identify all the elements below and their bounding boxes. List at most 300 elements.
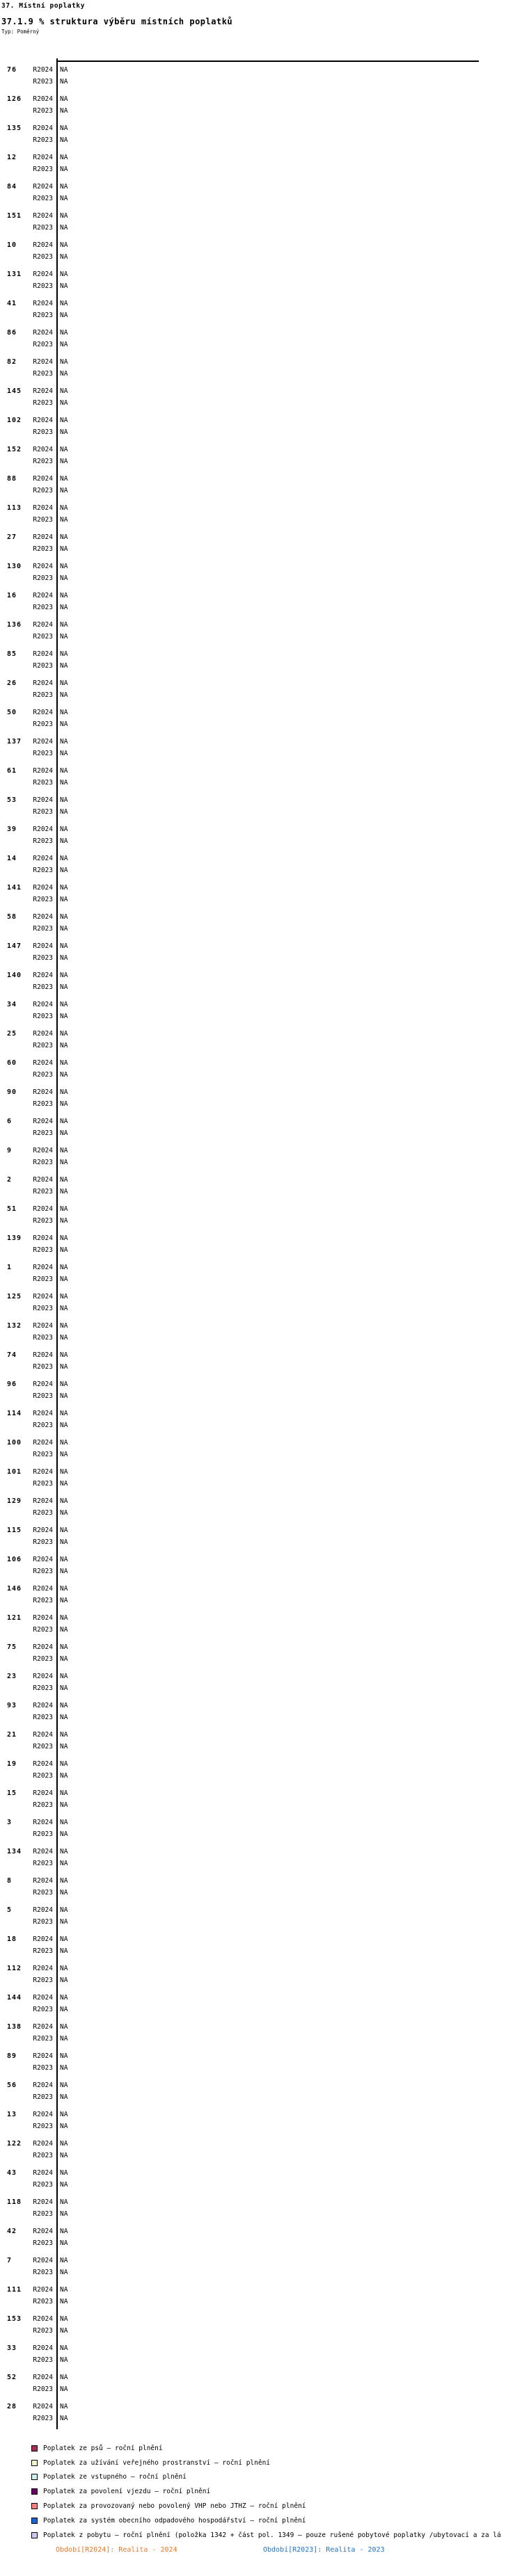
series-value: NA — [60, 1246, 68, 1254]
series-label: R2023 — [33, 1246, 53, 1254]
series-row — [0, 1744, 522, 1750]
series-value: NA — [60, 2140, 68, 2148]
series-row — [0, 1305, 522, 1312]
chart-row-group — [0, 1790, 522, 1819]
chart-row-group — [0, 154, 522, 184]
series-label: R2023 — [33, 458, 53, 465]
category-id: 23 — [7, 1673, 17, 1680]
series-value: NA — [60, 1118, 68, 1125]
chart-row-group — [0, 914, 522, 943]
series-row — [0, 1685, 522, 1692]
series-row — [0, 2287, 522, 2294]
series-label: R2023 — [33, 2327, 53, 2335]
series-value: NA — [60, 1731, 68, 1739]
series-value: NA — [60, 1848, 68, 1855]
series-row — [0, 604, 522, 611]
series-row — [0, 1831, 522, 1838]
category-id: 114 — [7, 1410, 22, 1417]
series-row — [0, 1977, 522, 1984]
category-id: 130 — [7, 563, 22, 570]
chart-row-group — [0, 1410, 522, 1440]
series-row — [0, 330, 522, 337]
series-value: NA — [60, 1042, 68, 1049]
legend-item — [31, 2528, 522, 2543]
chart-row-group — [0, 622, 522, 651]
chart-row-group — [0, 1089, 522, 1118]
chart-row-group — [0, 1907, 522, 1936]
series-value: NA — [60, 370, 68, 378]
series-label: R2023 — [33, 808, 53, 816]
series-label: R2023 — [33, 1714, 53, 1721]
category-id: 8 — [7, 1877, 13, 1885]
chart-row-group — [0, 96, 522, 125]
category-id: 56 — [7, 2082, 17, 2089]
series-row — [0, 1060, 522, 1067]
series-label: R2023 — [33, 1305, 53, 1312]
series-label: R2023 — [33, 2093, 53, 2101]
series-value: NA — [60, 516, 68, 524]
series-row — [0, 1072, 522, 1079]
series-value: NA — [60, 399, 68, 407]
chart-row-group — [0, 1118, 522, 1148]
series-row — [0, 926, 522, 933]
series-label: R2023 — [33, 2239, 53, 2247]
series-row — [0, 359, 522, 366]
series-value: NA — [60, 1497, 68, 1505]
series-row — [0, 166, 522, 173]
series-label: R2023 — [33, 1071, 53, 1079]
series-value: NA — [60, 2006, 68, 2013]
category-id: 41 — [7, 300, 17, 307]
chart-row-group — [0, 2141, 522, 2170]
chart-row-group — [0, 2404, 522, 2433]
category-id: 18 — [7, 1935, 17, 1943]
category-id: 138 — [7, 2023, 22, 2031]
series-row — [0, 2152, 522, 2159]
chart-row-group — [0, 184, 522, 213]
series-value: NA — [60, 1538, 68, 1546]
series-label: R2023 — [33, 1743, 53, 1750]
series-row — [0, 1995, 522, 2002]
series-row — [0, 1919, 522, 1926]
legend-label: Poplatek ze vstupného – roční plnění — [43, 2473, 187, 2481]
series-value: NA — [60, 925, 68, 933]
series-value: NA — [60, 604, 68, 611]
series-label: R2023 — [33, 1568, 53, 1575]
legend-item — [31, 2513, 522, 2528]
series-value: NA — [60, 691, 68, 699]
series-value: NA — [60, 2315, 68, 2323]
series-label: R2023 — [33, 2064, 53, 2072]
series-row — [0, 1218, 522, 1225]
series-label: R2023 — [33, 1918, 53, 1926]
series-value: NA — [60, 2415, 68, 2422]
series-label: R2024 — [33, 1030, 53, 1038]
series-label: R2023 — [33, 691, 53, 699]
series-label: R2024 — [33, 1264, 53, 1271]
chart-row-group — [0, 1819, 522, 1849]
series-label: R2024 — [33, 2228, 53, 2235]
series-label: R2024 — [33, 2315, 53, 2323]
series-label: R2023 — [33, 1889, 53, 1897]
category-id: 14 — [7, 855, 17, 862]
series-label: R2024 — [33, 329, 53, 337]
series-label: R2024 — [33, 709, 53, 716]
category-id: 115 — [7, 1527, 22, 1534]
series-label: R2023 — [33, 2356, 53, 2364]
series-value: NA — [60, 1293, 68, 1301]
chart-row-group — [0, 1031, 522, 1060]
series-row — [0, 242, 522, 249]
series-label: R2023 — [33, 2415, 53, 2422]
series-row — [0, 371, 522, 378]
series-value: NA — [60, 329, 68, 337]
series-row — [0, 1393, 522, 1400]
series-row — [0, 622, 522, 629]
legend-label: Poplatek za systém obecního odpadového hospodářství – roční plnění — [43, 2516, 306, 2525]
chart-row-group — [0, 709, 522, 739]
series-row — [0, 1819, 522, 1826]
chart-row-group — [0, 972, 522, 1001]
series-label: R2024 — [33, 767, 53, 775]
category-id: 6 — [7, 1118, 13, 1125]
series-row — [0, 505, 522, 512]
series-label: R2024 — [33, 679, 53, 687]
series-row — [0, 254, 522, 261]
series-label: R2024 — [33, 913, 53, 921]
category-id: 7 — [7, 2257, 13, 2264]
series-value: NA — [60, 241, 68, 249]
series-value: NA — [60, 2052, 68, 2060]
series-value: NA — [60, 1205, 68, 1213]
series-row — [0, 1440, 522, 1447]
series-label: R2023 — [33, 1538, 53, 1546]
series-row — [0, 1469, 522, 1476]
series-value: NA — [60, 154, 68, 161]
series-value: NA — [60, 1527, 68, 1534]
series-value: NA — [60, 1217, 68, 1225]
chart-row-group — [0, 739, 522, 768]
series-value: NA — [60, 954, 68, 962]
series-label: R2024 — [33, 271, 53, 278]
series-label: R2024 — [33, 563, 53, 570]
legend-item — [31, 2456, 522, 2470]
series-row — [0, 1235, 522, 1242]
series-label: R2023 — [33, 1422, 53, 1429]
series-value: NA — [60, 2181, 68, 2189]
series-label: R2024 — [33, 1760, 53, 1768]
series-label: R2024 — [33, 154, 53, 161]
series-row — [0, 488, 522, 494]
series-row — [0, 225, 522, 232]
series-value: NA — [60, 2210, 68, 2218]
series-row — [0, 300, 522, 307]
series-label: R2023 — [33, 78, 53, 86]
category-id: 137 — [7, 738, 22, 746]
chart-row-group — [0, 1644, 522, 1673]
legend-swatch-icon — [31, 2532, 38, 2538]
series-label: R2023 — [33, 604, 53, 611]
series-row — [0, 1148, 522, 1154]
series-row — [0, 1568, 522, 1575]
series-label: R2024 — [33, 1877, 53, 1885]
category-id: 132 — [7, 1322, 22, 1330]
series-value: NA — [60, 867, 68, 874]
series-value: NA — [60, 2082, 68, 2089]
series-label: R2023 — [33, 1801, 53, 1809]
category-id: 140 — [7, 972, 22, 979]
period-caption-2023: Období[R2023]: Realita - 2023 — [263, 2546, 385, 2554]
series-label: R2024 — [33, 1585, 53, 1593]
x-axis-line — [56, 61, 479, 62]
category-id: 102 — [7, 417, 22, 424]
category-id: 2 — [7, 1176, 13, 1184]
series-label: R2024 — [33, 1789, 53, 1797]
category-id: 152 — [7, 446, 22, 453]
series-value: NA — [60, 107, 68, 115]
category-id: 10 — [7, 241, 17, 249]
series-row — [0, 739, 522, 746]
series-label: R2023 — [33, 1217, 53, 1225]
series-value: NA — [60, 563, 68, 570]
series-value: NA — [60, 504, 68, 512]
series-row — [0, 446, 522, 453]
series-label: R2023 — [33, 1159, 53, 1166]
series-label: R2024 — [33, 1176, 53, 1184]
category-id: 76 — [7, 66, 17, 74]
chart-row-group — [0, 1177, 522, 1206]
series-row — [0, 1790, 522, 1797]
category-id: 101 — [7, 1468, 22, 1476]
series-value: NA — [60, 2023, 68, 2031]
series-row — [0, 312, 522, 319]
series-value: NA — [60, 2385, 68, 2393]
chart-row-group — [0, 330, 522, 359]
series-label: R2024 — [33, 1001, 53, 1008]
series-row — [0, 1556, 522, 1563]
series-label: R2024 — [33, 1205, 53, 1213]
series-label: R2024 — [33, 650, 53, 658]
chart-row-group — [0, 1352, 522, 1381]
series-row — [0, 2240, 522, 2247]
series-label: R2023 — [33, 1480, 53, 1488]
legend-swatch-icon — [31, 2518, 38, 2524]
category-id: 25 — [7, 1030, 17, 1038]
category-id: 16 — [7, 592, 17, 599]
series-label: R2024 — [33, 504, 53, 512]
chart-row-group — [0, 1381, 522, 1410]
series-label: R2024 — [33, 1468, 53, 1476]
series-value: NA — [60, 1264, 68, 1271]
category-id: 34 — [7, 1001, 17, 1008]
legend-label: Poplatek ze psů – roční plnění — [43, 2444, 163, 2452]
category-id: 93 — [7, 1702, 17, 1709]
legend-item — [31, 2484, 522, 2499]
category-id: 111 — [7, 2286, 22, 2294]
series-label: R2024 — [33, 621, 53, 629]
chart-row-group — [0, 67, 522, 96]
series-value: NA — [60, 95, 68, 103]
series-value: NA — [60, 1819, 68, 1826]
chart-row-group — [0, 2228, 522, 2257]
chart-row-group — [0, 2257, 522, 2287]
category-id: 53 — [7, 796, 17, 804]
series-label: R2024 — [33, 1556, 53, 1563]
series-row — [0, 283, 522, 290]
series-value: NA — [60, 1626, 68, 1634]
category-id: 52 — [7, 2374, 17, 2381]
series-value: NA — [60, 884, 68, 892]
chart-row-group — [0, 388, 522, 417]
series-value: NA — [60, 1030, 68, 1038]
category-id: 146 — [7, 1585, 22, 1593]
series-row — [0, 575, 522, 582]
series-value: NA — [60, 1655, 68, 1663]
series-row — [0, 2316, 522, 2323]
series-label: R2024 — [33, 1848, 53, 1855]
series-value: NA — [60, 1392, 68, 1400]
chart-row-group — [0, 1498, 522, 1527]
series-value: NA — [60, 166, 68, 173]
series-value: NA — [60, 1159, 68, 1166]
category-id: 100 — [7, 1439, 22, 1447]
legend-swatch-icon — [31, 2503, 38, 2509]
chart-row-group — [0, 242, 522, 271]
series-label: R2023 — [33, 253, 53, 261]
category-id: 58 — [7, 913, 17, 921]
series-row — [0, 1043, 522, 1049]
series-label: R2023 — [33, 2210, 53, 2218]
category-id: 42 — [7, 2228, 17, 2235]
category-id: 153 — [7, 2315, 22, 2323]
category-id: 89 — [7, 2052, 17, 2060]
category-id: 151 — [7, 212, 22, 220]
series-value: NA — [60, 942, 68, 950]
series-label: R2024 — [33, 796, 53, 804]
series-value: NA — [60, 679, 68, 687]
chart-row-group — [0, 534, 522, 563]
series-value: NA — [60, 2286, 68, 2294]
series-value: NA — [60, 1918, 68, 1926]
series-row — [0, 341, 522, 348]
series-value: NA — [60, 1568, 68, 1575]
series-value: NA — [60, 475, 68, 483]
series-value: NA — [60, 300, 68, 307]
series-row — [0, 1586, 522, 1593]
series-label: R2024 — [33, 738, 53, 746]
legend-label: Poplatek za povolení vjezdu – roční plnění — [43, 2488, 211, 2496]
series-row — [0, 429, 522, 436]
series-value: NA — [60, 913, 68, 921]
chart-row-group — [0, 1323, 522, 1352]
series-row — [0, 2211, 522, 2218]
page-title: 37. Místní poplatky — [1, 2, 86, 10]
series-row — [0, 692, 522, 699]
series-label: R2023 — [33, 2035, 53, 2043]
series-row — [0, 1802, 522, 1809]
series-label: R2024 — [33, 533, 53, 541]
chart-row-group — [0, 797, 522, 826]
series-row — [0, 1247, 522, 1254]
series-row — [0, 984, 522, 991]
series-label: R2024 — [33, 2052, 53, 2060]
series-label: R2023 — [33, 954, 53, 962]
series-label: R2024 — [33, 212, 53, 220]
category-id: 86 — [7, 329, 17, 337]
series-value: NA — [60, 1351, 68, 1359]
category-id: 9 — [7, 1147, 13, 1154]
chart-row-group — [0, 2287, 522, 2316]
series-value: NA — [60, 271, 68, 278]
chart-row-group — [0, 476, 522, 505]
series-value: NA — [60, 738, 68, 746]
category-id: 51 — [7, 1205, 17, 1213]
series-value: NA — [60, 767, 68, 775]
series-row — [0, 2111, 522, 2118]
series-value: NA — [60, 2035, 68, 2043]
series-label: R2023 — [33, 925, 53, 933]
series-label: R2024 — [33, 1322, 53, 1330]
category-id: 147 — [7, 942, 22, 950]
series-row — [0, 1352, 522, 1359]
series-row — [0, 1597, 522, 1604]
series-row — [0, 1936, 522, 1943]
series-row — [0, 2228, 522, 2235]
series-label: R2023 — [33, 1451, 53, 1458]
chart-row-group — [0, 1469, 522, 1498]
series-row — [0, 2257, 522, 2264]
category-id: 75 — [7, 1643, 17, 1651]
category-id: 125 — [7, 1293, 22, 1301]
series-label: R2024 — [33, 1380, 53, 1388]
chart-row-group — [0, 651, 522, 680]
series-label: R2023 — [33, 1655, 53, 1663]
series-value: NA — [60, 78, 68, 86]
series-row — [0, 797, 522, 804]
series-label: R2023 — [33, 428, 53, 436]
series-value: NA — [60, 1801, 68, 1809]
series-row — [0, 1644, 522, 1651]
series-row — [0, 2357, 522, 2364]
series-label: R2024 — [33, 1965, 53, 1972]
category-id: 106 — [7, 1556, 22, 1563]
series-value: NA — [60, 212, 68, 220]
series-label: R2023 — [33, 166, 53, 173]
chart-row-group — [0, 359, 522, 388]
series-row — [0, 2182, 522, 2189]
series-label: R2023 — [33, 1830, 53, 1838]
chart-row-group — [0, 1878, 522, 1907]
series-row — [0, 855, 522, 862]
series-row — [0, 651, 522, 658]
series-label: R2023 — [33, 2152, 53, 2159]
series-row — [0, 593, 522, 599]
chart-row-group — [0, 1294, 522, 1323]
series-value: NA — [60, 358, 68, 366]
series-value: NA — [60, 1176, 68, 1184]
series-value: NA — [60, 1830, 68, 1838]
series-row — [0, 2374, 522, 2381]
chart-row-group — [0, 1264, 522, 1294]
series-row — [0, 1364, 522, 1371]
series-value: NA — [60, 458, 68, 465]
series-label: R2023 — [33, 1860, 53, 1867]
series-value: NA — [60, 1702, 68, 1709]
series-value: NA — [60, 633, 68, 641]
series-label: R2024 — [33, 1088, 53, 1096]
series-value: NA — [60, 312, 68, 319]
series-value: NA — [60, 195, 68, 202]
